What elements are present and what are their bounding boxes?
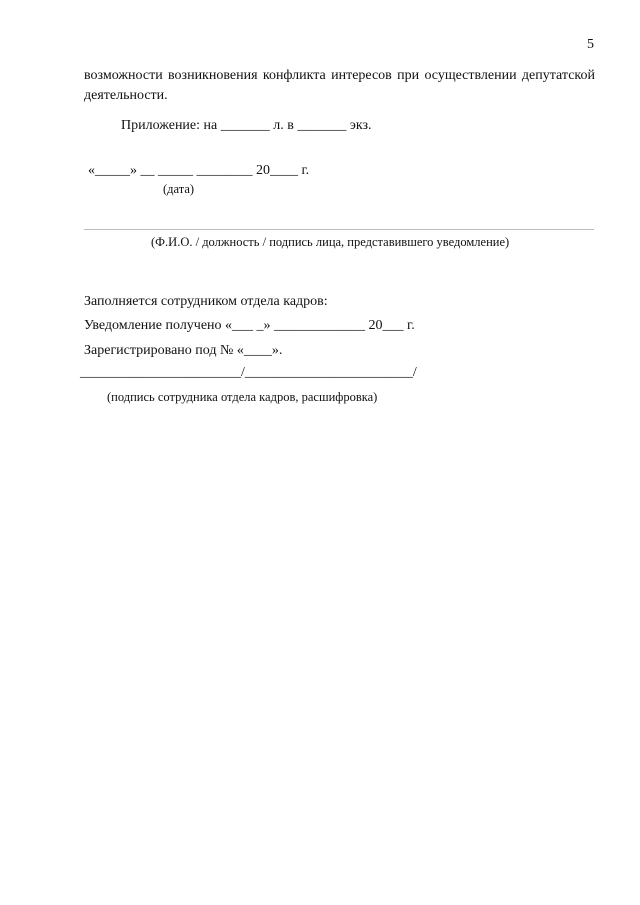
signature-caption: (Ф.И.О. / должность / подпись лица, представившего уведомление) — [151, 235, 510, 249]
paragraph-line-2: деятельности. — [84, 88, 168, 103]
date-line: «_____» __ _____ ________ 20____ г. — [88, 163, 310, 178]
hr-signature-line: _______________________/________________________/ — [80, 365, 417, 380]
date-caption: (дата) — [163, 182, 195, 196]
attachment-line: Приложение: на _______ л. в _______ экз. — [121, 118, 372, 133]
registered-line: Зарегистрировано под № «____». — [84, 343, 283, 358]
hr-section-heading: Заполняется сотрудником отдела кадров: — [84, 294, 328, 309]
page-number: 5 — [587, 37, 594, 52]
received-line: Уведомление получено «___ _» _____________ 20___ г. — [84, 318, 415, 333]
hr-signature-caption: (подпись сотрудника отдела кадров, расшифровка) — [107, 390, 378, 404]
paragraph-line-1: возможности возникновения конфликта интересов при осуществлении депутатской — [84, 68, 595, 83]
signature-rule — [84, 229, 594, 230]
